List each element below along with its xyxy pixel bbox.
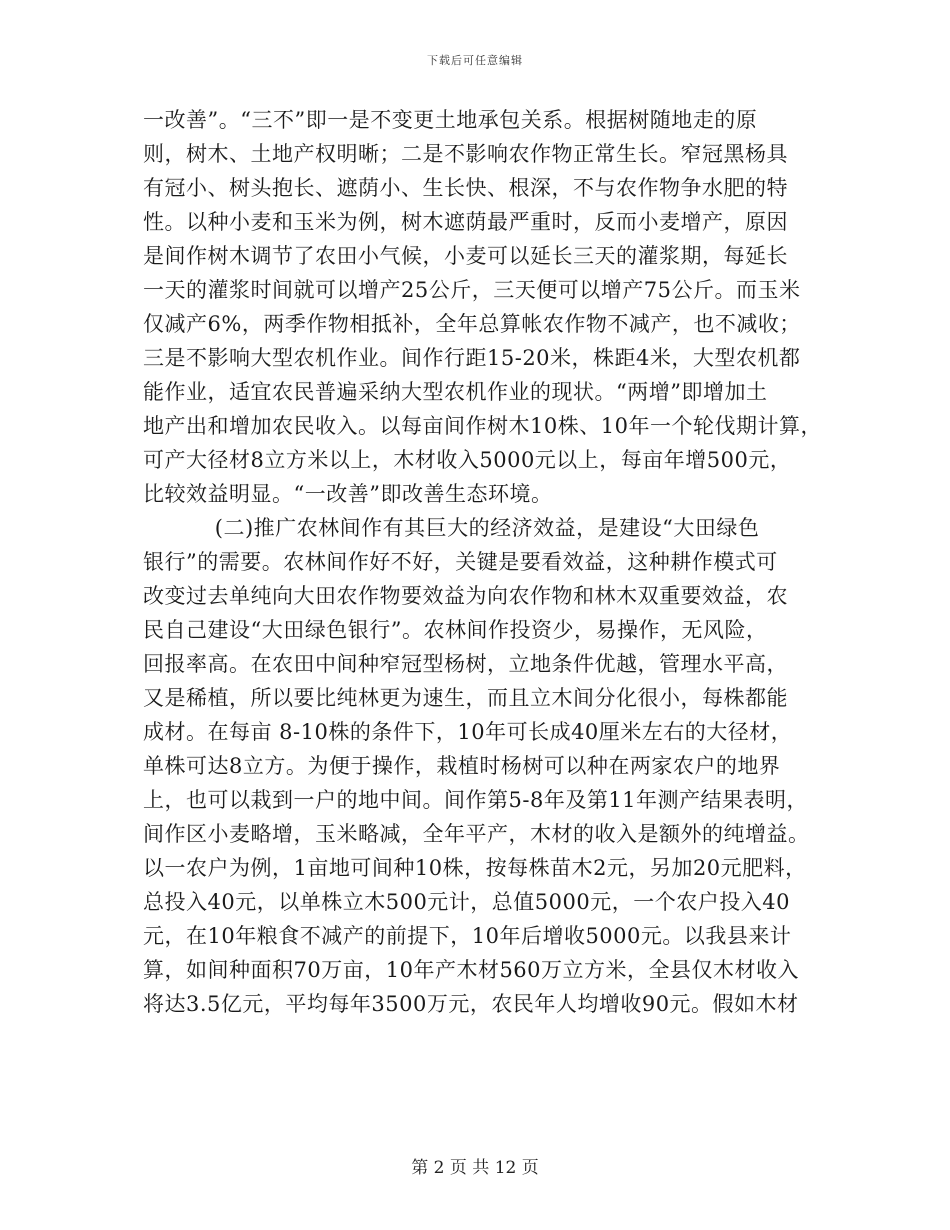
text-line: 改变过去单纯向大田农作物要效益为向农作物和林木双重要效益，农 — [143, 584, 788, 608]
text-line: 上，也可以栽到一户的地中间。间作第5-8年及第11年测产结果表明， — [143, 788, 809, 812]
text-line: 则，树木、土地产权明晰；二是不影响农作物正常生长。窄冠黑杨具 — [143, 142, 788, 166]
text-line: 三是不影响大型农机作业。间作行距15-20米，株距4米，大型农机都 — [143, 346, 801, 370]
text-line: 回报率高。在农田中间种窄冠型杨树，立地条件优越，管理水平高， — [143, 652, 788, 676]
text-line: 地产出和增加农民收入。以每亩间作树木10株、10年一个轮伐期计算， — [143, 414, 822, 438]
text-line: 单株可达8立方。为便于操作，栽植时杨树可以种在两家农户的地界 — [143, 754, 781, 778]
page-footer: 第 2 页 共 12 页 — [411, 1158, 539, 1178]
text-line: 总投入40元，以单株立木500元计，总值5000元，一个农户投入40 — [143, 890, 790, 914]
text-line: (二)推广农林间作有其巨大的经济效益，是建设“大田绿色 — [143, 516, 760, 540]
text-line: 可产大径材8立方米以上，木材收入5000元以上，每亩年增500元， — [143, 448, 792, 472]
text-line: 将达3.5亿元，平均每年3500万元，农民年人均增收90元。假如木材 — [143, 992, 799, 1016]
text-line: 又是稀植，所以要比纯林更为速生，而且立木间分化很小，每株都能 — [143, 686, 788, 710]
text-line: 银行”的需要。农林间作好不好，关键是要看效益，这种耕作模式可 — [143, 550, 778, 574]
text-line: 以一农户为例，1亩地可间种10株，按每株苗木2元，另加20元肥料， — [143, 856, 807, 880]
text-line: 一改善”。“三不”即一是不变更土地承包关系。根据树随地走的原 — [143, 108, 758, 132]
text-line: 仅减产6%，两季作物相抵补，全年总算帐农作物不减产，也不减收； — [143, 312, 801, 336]
text-line: 比较效益明显。“一改善”即改善生态环境。 — [143, 482, 553, 506]
text-line: 是间作树木调节了农田小气候，小麦可以延长三天的灌浆期，每延长 — [143, 244, 788, 268]
text-line: 一天的灌浆时间就可以增产25公斤，三天便可以增产75公斤。而玉米 — [143, 278, 801, 302]
text-line: 成材。在每亩 8-10株的条件下，10年可长成40厘米左右的大径材， — [143, 720, 793, 744]
text-line: 间作区小麦略增，玉米略减，全年平产，木材的收入是额外的纯增益。 — [143, 822, 810, 846]
text-line: 算，如间种面积70万亩，10年产木材560万立方米，全县仅木材收入 — [143, 958, 800, 982]
page-header: 下载后可任意编辑 — [427, 54, 523, 67]
text-line: 能作业，适宜农民普遍采纳大型农机作业的现状。“两增”即增加土 — [143, 380, 768, 404]
text-line: 民自己建设“大田绿色银行”。农林间作投资少，易操作，无风险， — [143, 618, 768, 642]
text-line: 有冠小、树头抱长、遮荫小、生长快、根深，不与农作物争水肥的特 — [143, 176, 788, 200]
text-line: 性。以种小麦和玉米为例，树木遮荫最严重时，反而小麦增产，原因 — [143, 210, 788, 234]
document-body — [143, 103, 823, 1021]
text-line: 元，在10年粮食不减产的前提下，10年后增收5000元。以我县来计 — [143, 924, 792, 948]
